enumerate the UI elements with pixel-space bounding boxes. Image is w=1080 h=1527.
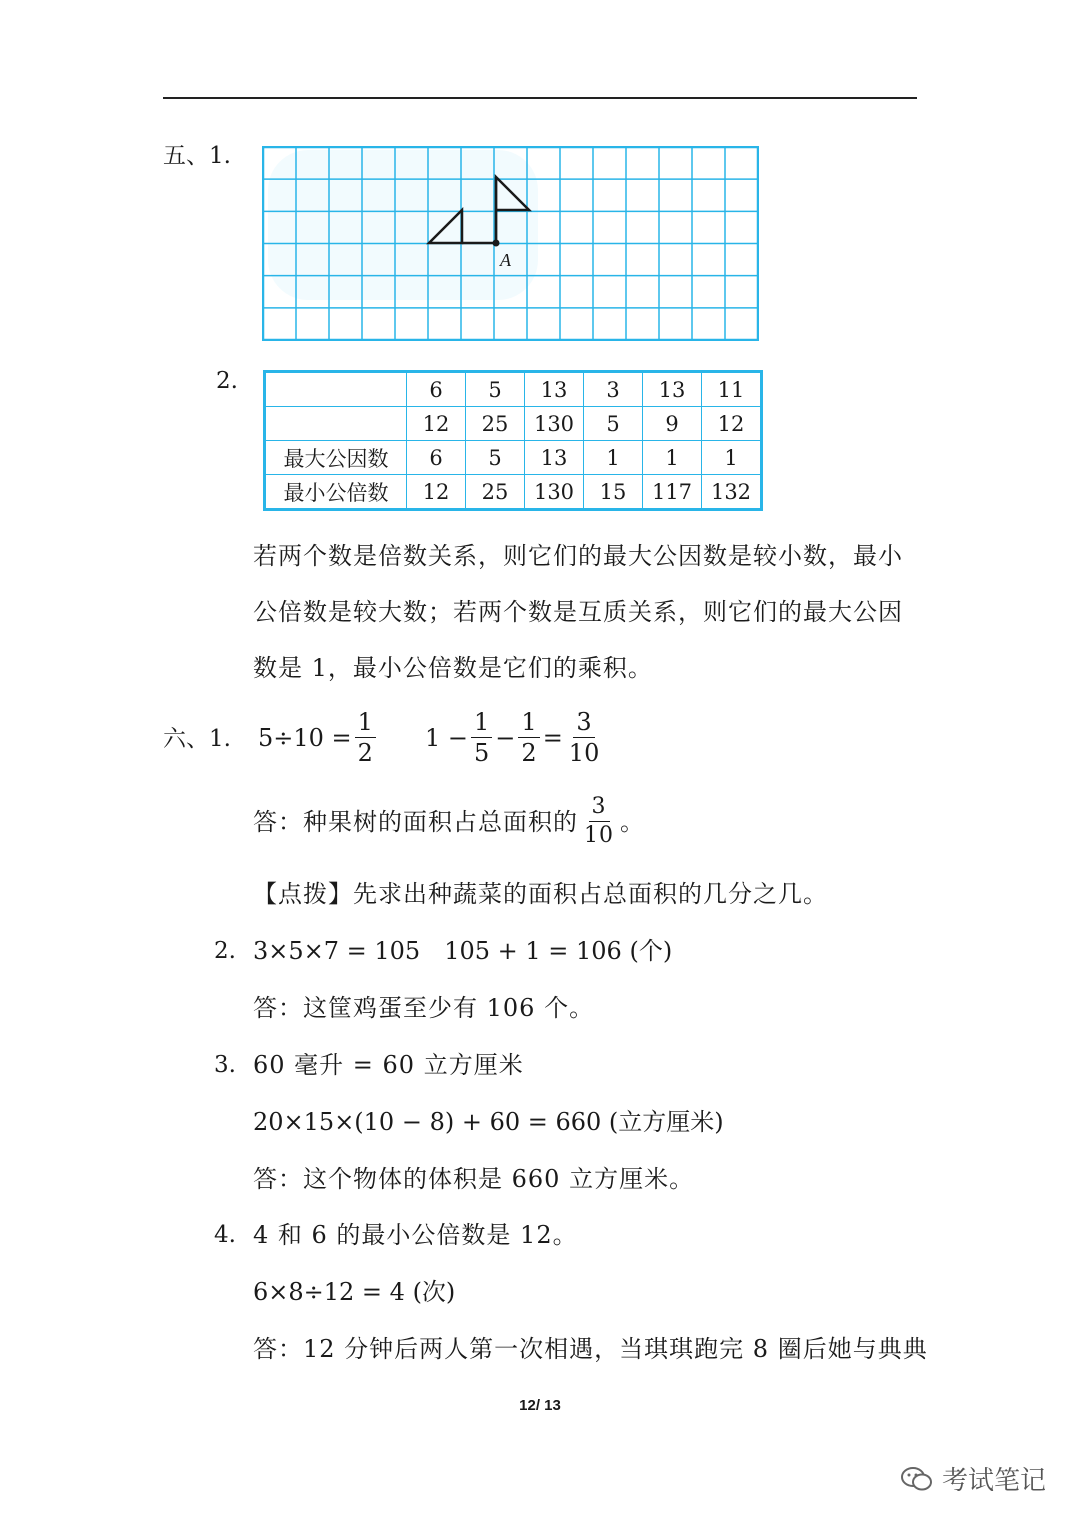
fraction-numerator: 1	[471, 710, 492, 738]
table-cell: 12	[702, 407, 762, 441]
hint-text: 【点拨】先求出种蔬菜的面积占总面积的几分之几。	[253, 880, 828, 908]
table-cell: 25	[466, 475, 525, 510]
answer-1	[253, 796, 645, 847]
section-6-q1-label: 六、1.	[163, 726, 231, 752]
fraction-denominator: 2	[521, 739, 537, 767]
equation-2-equals: =	[542, 723, 563, 752]
table-cell: 13	[525, 372, 584, 407]
top-rule	[163, 97, 917, 99]
fraction-numerator: 1	[518, 710, 539, 738]
table-cell: 5	[466, 372, 525, 407]
fraction-one-fifth	[471, 710, 492, 765]
answer-1-suffix: 。	[620, 807, 645, 836]
table-row-head: 最大公因数	[265, 441, 407, 475]
table-cell: 5	[584, 407, 643, 441]
q2-calc: 3×5×7 = 105 105 + 1 = 106 (个)	[253, 937, 673, 965]
q4-answer: 答：12 分钟后两人第一次相遇，当琪琪跑完 8 圈后她与典典	[253, 1335, 928, 1363]
point-a-dot	[493, 240, 500, 247]
table-cell: 15	[584, 475, 643, 510]
fraction-one-half-2	[518, 710, 539, 765]
q2-answer: 答：这筐鸡蛋至少有 106 个。	[253, 994, 595, 1022]
equation-1-left: 5÷10 =	[258, 723, 352, 752]
equation-2-lead: 1 −	[425, 723, 469, 752]
table-row	[265, 441, 762, 475]
fraction-one-half	[355, 710, 376, 765]
table-cell: 130	[525, 475, 584, 510]
table-cell: 1	[643, 441, 702, 475]
fraction-answer	[581, 796, 617, 847]
table-cell: 11	[702, 372, 762, 407]
q4-label: 4.	[214, 1222, 236, 1248]
table-cell: 9	[643, 407, 702, 441]
table-cell: 5	[466, 441, 525, 475]
equation-2	[425, 710, 605, 765]
q3-line2: 20×15×(10 − 8) + 60 = 660 (立方厘米)	[253, 1108, 724, 1136]
point-a-label: A	[500, 250, 511, 270]
table-row-head	[265, 372, 407, 407]
q3-answer: 答：这个物体的体积是 660 立方厘米。	[253, 1165, 695, 1193]
table-row-head: 最小公倍数	[265, 475, 407, 510]
equation-2-minus: −	[495, 723, 516, 752]
q4-line1: 4 和 6 的最小公倍数是 12。	[253, 1221, 578, 1249]
fraction-numerator: 3	[573, 710, 594, 738]
fraction-denominator: 10	[568, 739, 600, 767]
fraction-numerator: 1	[355, 710, 376, 738]
gcd-lcm-table	[263, 370, 763, 511]
table-row	[265, 407, 762, 441]
grid-figure	[262, 146, 759, 341]
section-5-q1-label: 五、1.	[163, 143, 231, 169]
equation-1	[258, 710, 379, 765]
table-cell: 3	[584, 372, 643, 407]
table-cell: 117	[643, 475, 702, 510]
q4-line2: 6×8÷12 = 4 (次)	[253, 1278, 456, 1306]
fraction-denominator: 5	[474, 739, 490, 767]
table-row	[265, 372, 762, 407]
fraction-denominator: 10	[584, 823, 614, 848]
page-number: 12/ 13	[519, 1397, 561, 1414]
q3-line1: 60 毫升 = 60 立方厘米	[253, 1051, 524, 1079]
q3-label: 3.	[214, 1052, 236, 1078]
table-cell: 1	[702, 441, 762, 475]
q2-label: 2.	[214, 938, 236, 964]
section-5-q2-label: 2.	[216, 368, 238, 394]
table-row-head	[265, 407, 407, 441]
table-cell: 13	[525, 441, 584, 475]
fraction-denominator: 2	[357, 739, 373, 767]
conclusion-paragraph: 若两个数是倍数关系，则它们的最大公因数是较小数，最小公倍数是较大数；若两个数是互质关系，则它们的最大公因数是 1，最小公倍数是它们的乘积。	[253, 542, 903, 682]
table-cell: 13	[643, 372, 702, 407]
table-cell: 12	[407, 407, 466, 441]
watermark	[900, 1460, 1046, 1497]
table-cell: 12	[407, 475, 466, 510]
grid-watermark	[268, 150, 538, 300]
answer-1-prefix: 答：种果树的面积占总面积的	[253, 807, 578, 836]
grid-svg	[262, 146, 759, 341]
watermark-text: 考试笔记	[942, 1465, 1047, 1495]
table-row	[265, 475, 762, 510]
table-cell: 6	[407, 372, 466, 407]
table-cell: 25	[466, 407, 525, 441]
table-cell: 6	[407, 441, 466, 475]
fraction-numerator: 3	[589, 796, 610, 822]
wechat-icon	[900, 1465, 934, 1493]
table-cell: 132	[702, 475, 762, 510]
fraction-three-tenths	[566, 710, 603, 765]
table-cell: 130	[525, 407, 584, 441]
table-cell: 1	[584, 441, 643, 475]
